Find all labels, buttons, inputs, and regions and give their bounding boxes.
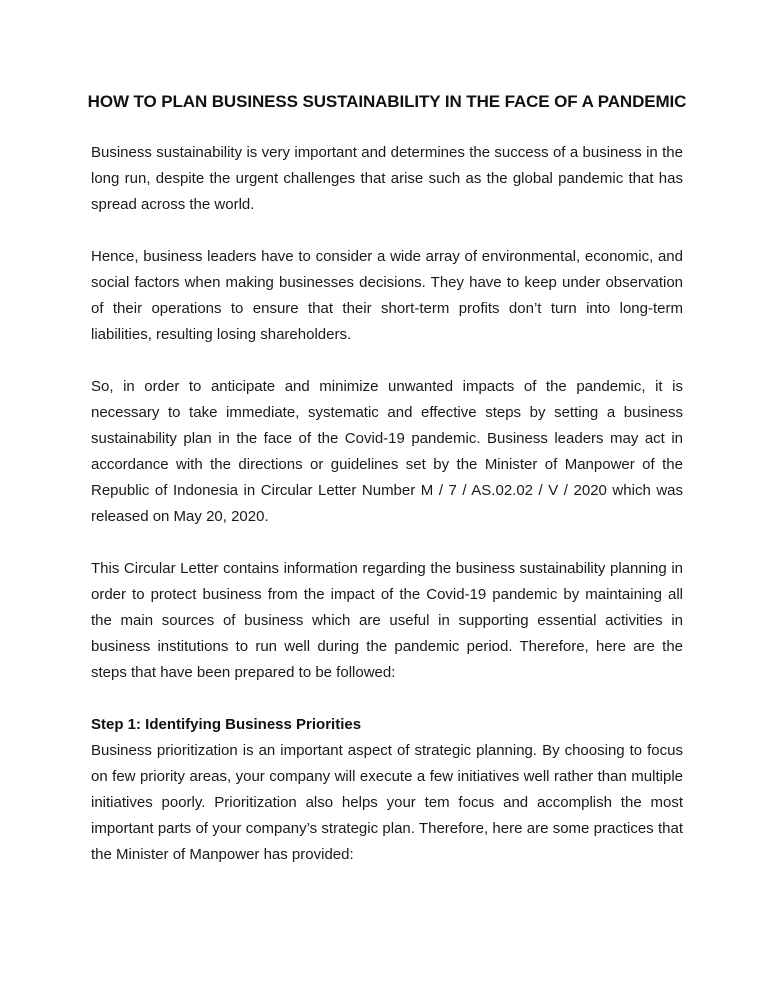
paragraph-circular-letter-contents: This Circular Letter contains information regarding the business sustainability planning in order to protect business from the impact of the Covid-19 pandemic by maintaining all the main sources of business which are useful in supporting essential activities in business institutions to run well during the pandemic period. Therefore, here are the steps that have been prepared to be followed: xyxy=(91,560,683,681)
paragraph-business-leaders: Hence, business leaders have to consider a wide array of environmental, economic, and social factors when making businesses decisions. They have to keep under observation of their operations to ensure that their short-term profits don’t turn into long-term liabilities, resulting losing shareholders. xyxy=(91,248,683,343)
step-1-body: Business prioritization is an important aspect of strategic planning. By choosing to focus on few priority areas, your company will execute a few initiatives well rather than multiple initiatives poorly. Prioritization also helps your tem focus and accomplish the most important parts of your company’s strategic plan. Therefore, here are some practices that the Minister of Manpower has provided: xyxy=(91,742,683,863)
paragraph-circular-letter-reference: So, in order to anticipate and minimize unwanted impacts of the pandemic, it is necessary to take immediate, systematic and effective steps by setting a business sustainability plan in the face of the Covid-19 pandemic. Business leaders may act in accordance with the directions or guidelines set by the Minister of Manpower of the Republic of Indonesia in Circular Letter Number M / 7 / AS.02.02 / V / 2020 which was released on May 20, 2020. xyxy=(91,378,683,525)
paragraph-intro: Business sustainability is very important and determines the success of a business in the long run, despite the urgent challenges that arise such as the global pandemic that has spread across the world. xyxy=(91,144,683,213)
document-page xyxy=(87,86,687,868)
document-title: HOW TO PLAN BUSINESS SUSTAINABILITY IN THE FACE OF A PANDEMIC xyxy=(87,92,687,111)
step-1-heading: Step 1: Identifying Business Priorities xyxy=(91,716,362,733)
